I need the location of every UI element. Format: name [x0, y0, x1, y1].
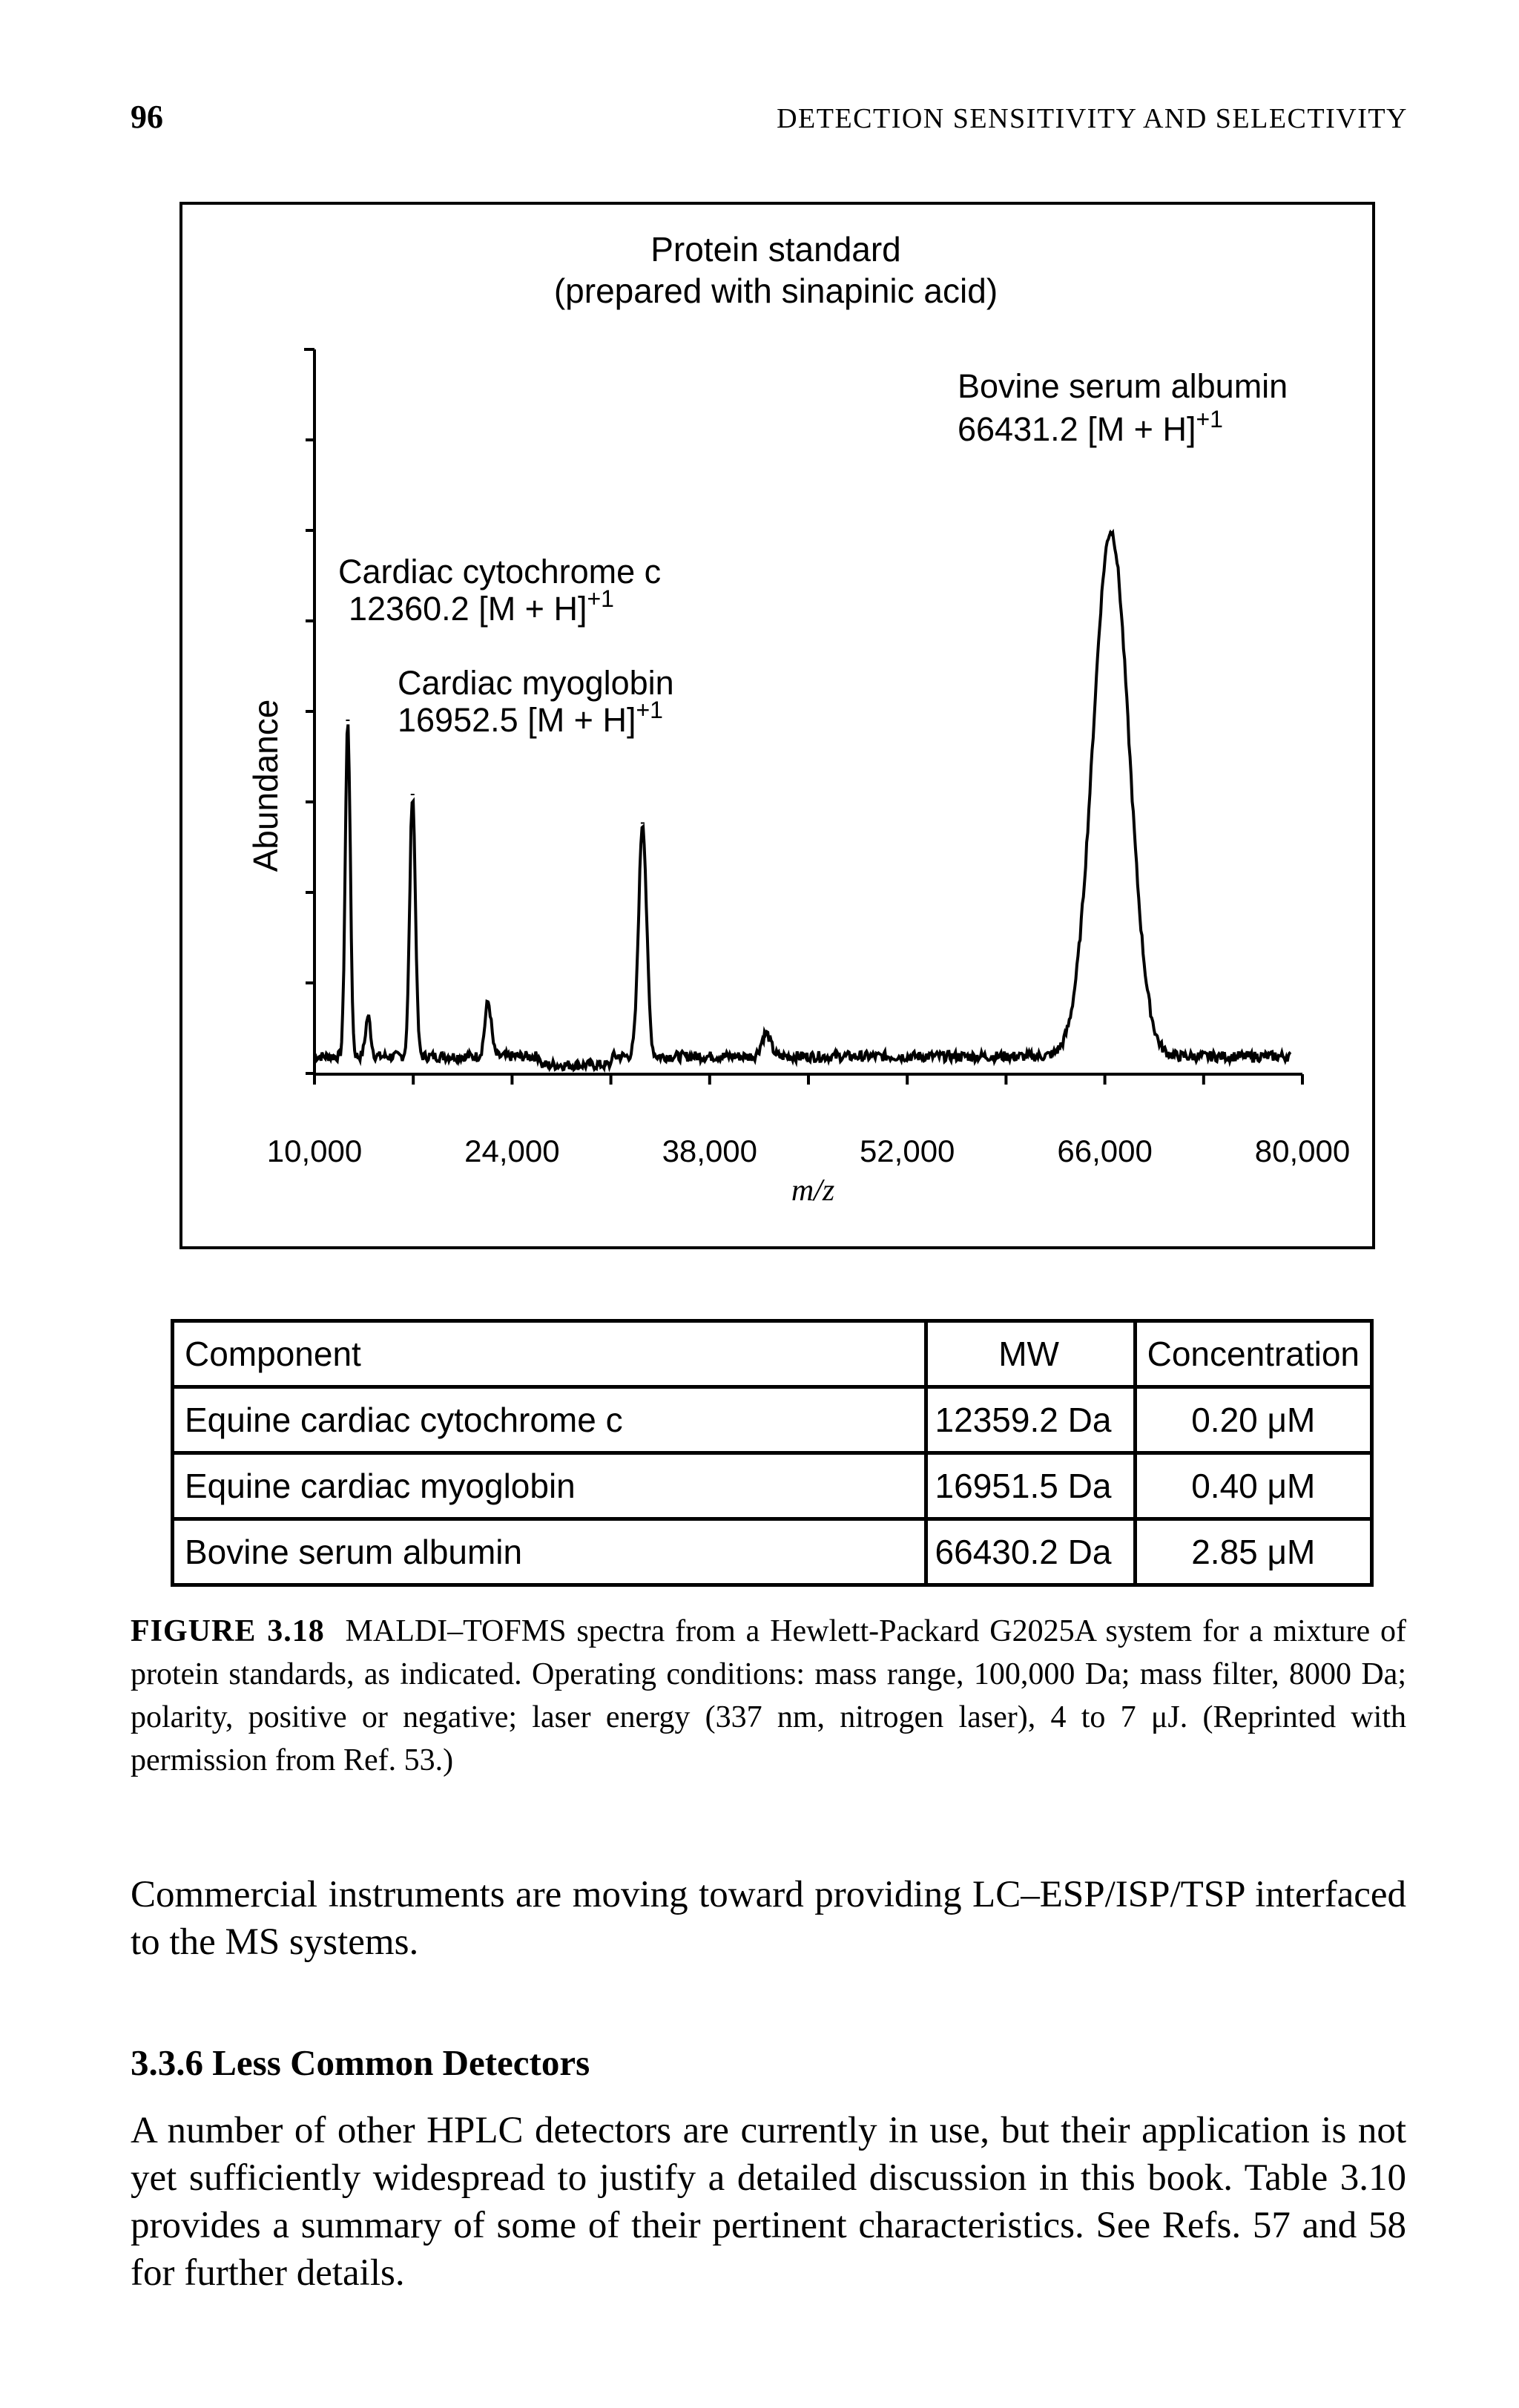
- chart-title-line1: Protein standard: [650, 230, 901, 269]
- table-header-mw: MW: [926, 1321, 1135, 1387]
- table-header-component: Component: [173, 1321, 926, 1387]
- table-row: [173, 1453, 1372, 1519]
- table-cell: 12359.2 Da: [926, 1387, 1135, 1453]
- body-paragraph: Commercial instruments are moving toward providing LC–ESP/ISP/TSP interfaced to the MS systems.: [131, 1874, 1406, 1963]
- x-tick-labels: [267, 1134, 1350, 1168]
- x-tick-label: 24,000: [464, 1134, 560, 1168]
- x-tick-label: 80,000: [1254, 1134, 1351, 1168]
- table-row: [173, 1519, 1372, 1585]
- spectrum-chart: [182, 205, 1372, 1246]
- table-header-concentration: Concentration: [1135, 1321, 1371, 1387]
- caption-text: MALDI–TOFMS spectra from a Hewlett-Packard G2025A system for a mixture of protein standards, as indicated. Operating conditions: mass range, 100,000 Da; mass filter, 8000 Da; polarity, positive or negative; laser energy (337 nm, nitrogen laser), 4 to 7 μJ. (Reprinted with permission from Ref. 53.): [131, 1614, 1406, 1777]
- figure-caption: [131, 1610, 1406, 1782]
- x-tick-label: 10,000: [266, 1134, 363, 1168]
- y-axis-label: Abundance: [246, 699, 285, 872]
- table-row: [173, 1387, 1372, 1453]
- annotation-bsa-mass: 66431.2 $[M + H]^{+1}$: [958, 406, 1223, 448]
- x-tick-label: 38,000: [662, 1134, 758, 1168]
- table-cell: Equine cardiac cytochrome c: [173, 1387, 926, 1453]
- table-cell: 2.85 μM: [1135, 1519, 1371, 1585]
- x-tick-label: 66,000: [1057, 1134, 1153, 1168]
- annotation-cytochrome-mass: 12360.2 $[M + H]^{+1}$: [349, 585, 614, 628]
- page-number: 96: [131, 99, 163, 135]
- table-cell: 66430.2 Da: [926, 1519, 1135, 1585]
- body-paragraph: A number of other HPLC detectors are currently in use, but their application is not yet sufficiently widespread to justify a detailed discussion in this book. Table 3.10 provides a summary of some of their pertinent characteristics. See Refs. 57 and 58 for further details.: [131, 2110, 1406, 2294]
- annotation-myoglobin: [398, 664, 674, 739]
- annotation-cytochrome-name: Cardiac cytochrome c: [338, 553, 662, 591]
- figure-frame: [179, 202, 1375, 1249]
- annotation-bsa: [958, 367, 1288, 448]
- x-tick-label: 52,000: [859, 1134, 955, 1168]
- table-cell: Bovine serum albumin: [173, 1519, 926, 1585]
- x-axis-label: m/z: [791, 1174, 835, 1208]
- component-table: [171, 1319, 1374, 1589]
- running-head: DETECTION SENSITIVITY AND SELECTIVITY: [777, 103, 1408, 134]
- annotation-bsa-name: Bovine serum albumin: [958, 367, 1288, 405]
- annotation-myoglobin-name: Cardiac myoglobin: [398, 664, 674, 702]
- section-heading: 3.3.6 Less Common Detectors: [131, 2042, 590, 2083]
- annotation-myoglobin-mass: 16952.5 $[M + H]^{+1}$: [398, 697, 663, 739]
- table-header-row: [173, 1321, 1372, 1387]
- table-cell: 16951.5 Da: [926, 1453, 1135, 1519]
- table-cell: 0.20 μM: [1135, 1387, 1371, 1453]
- table-cell: Equine cardiac myoglobin: [173, 1453, 926, 1519]
- table-cell: 0.40 μM: [1135, 1453, 1371, 1519]
- caption-label: FIGURE 3.18: [131, 1614, 325, 1648]
- annotation-cytochrome: [338, 553, 661, 628]
- chart-title-line2: (prepared with sinapinic acid): [553, 272, 998, 310]
